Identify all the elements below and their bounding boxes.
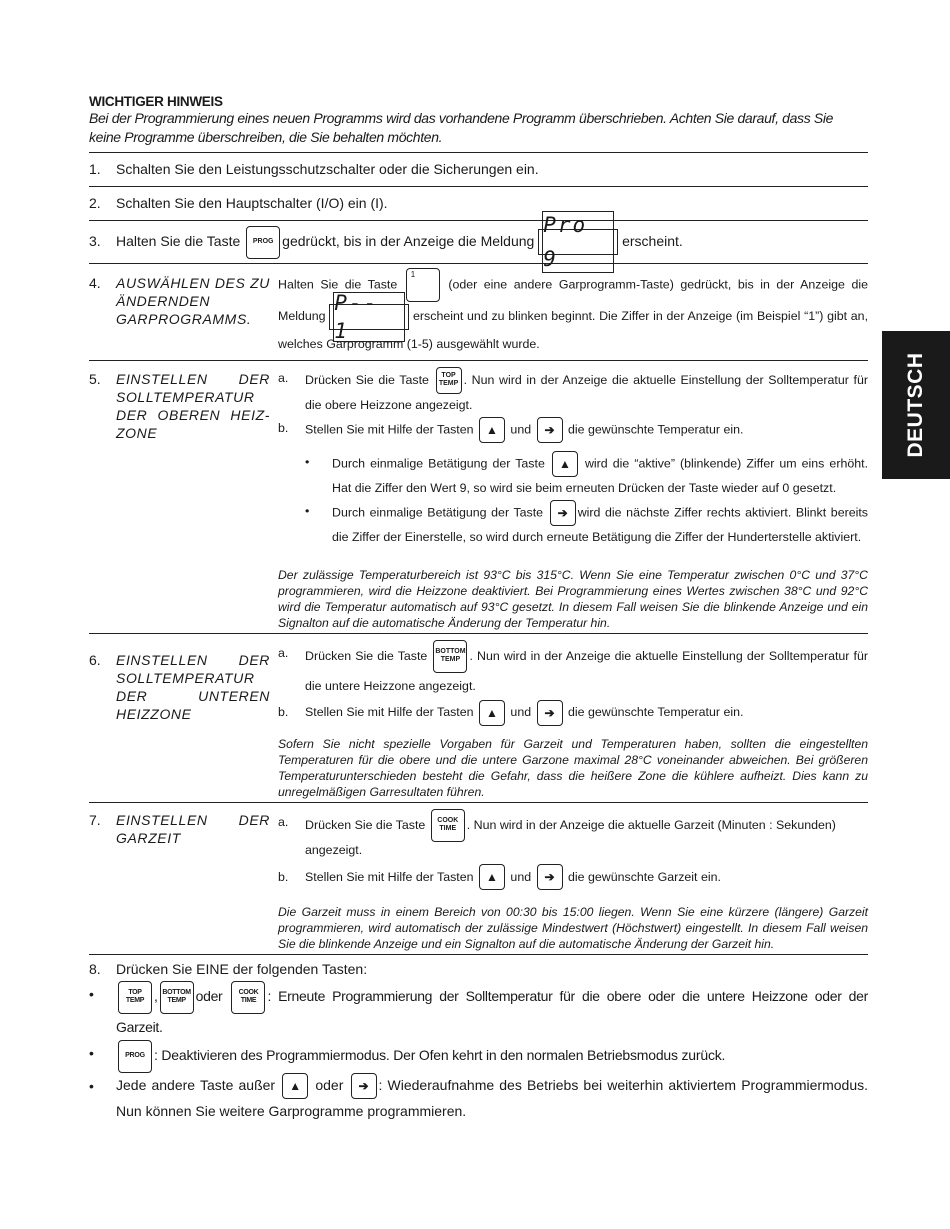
- substep-a: a. Drücken Sie die Taste BOTTOM TEMP . Nun wird in der Anzeige die aktuelle Einstellung der Solltemperatur für die untere Heizzone angezeigt.: [278, 640, 868, 699]
- program-1-key-icon: 1: [406, 268, 440, 302]
- step-text-pre: Halten Sie die Taste: [116, 233, 241, 249]
- substep-a: a. Drücken Sie die Taste TOP TEMP . Nun wird in der Anzeige die aktuelle Einstellung der Solltemperatur für die obere Heizzone angezeigt.: [278, 367, 868, 417]
- step-number: 2.: [89, 195, 101, 211]
- substep-b: b. Stellen Sie mit Hilfe der Tasten ▲ und ➔ die gewünschte Temperatur ein.: [278, 417, 868, 443]
- bullet-right-arrow: • Durch einmalige Betätigung der Taste ➔ wird die nächste Ziffer rechts aktiviert. Blinkt bereits die Ziffer der Einerstelle, so wird durch erneute Betätigung die Ziffer der Hunderterstelle aktiviert.: [305, 500, 868, 549]
- section-note: Der zulässige Temperaturbereich ist 93°C bis 315°C. Wenn Sie eine Temperatur zwischen 0°C und 37°C programmieren, wird die Heizzone deaktiviert. Bei Programmierung eines Wertes zwischen 38°C und 92°C wird die Temperatur automatisch auf 93°C gesetzt. In diesem Fall weisen Sie die blinkende Anzeige und ein Signalton auf die automatische Änderung der Temperatur hin.: [278, 567, 868, 630]
- up-arrow-key-icon: ▲: [479, 417, 505, 443]
- up-arrow-key-icon: ▲: [552, 451, 578, 477]
- language-tab-label: DEUTSCH: [904, 352, 927, 458]
- bullet-up-arrow: • Durch einmalige Betätigung der Taste ▲ wird die “aktive” (blinkende) Ziffer um eins erhöht. Hat die Ziffer den Wert 9, so wird sie beim erneuten Drücken der Taste wieder auf 0 gesetzt.: [305, 451, 868, 500]
- step-8: [89, 955, 868, 981]
- prog-key-icon: PROG: [246, 226, 280, 259]
- step-number: 7.: [89, 811, 101, 828]
- step-2: [89, 187, 868, 220]
- right-arrow-key-icon: ➔: [550, 500, 576, 526]
- section-title: AUSWÄHLEN DES ZU ÄNDERNDEN GARPROGRAMMS.: [116, 274, 270, 327]
- section-note: Die Garzeit muss in einem Bereich von 00:30 bis 15:00 liegen. Wenn Sie eine kürzere (längere) Garzeit programmieren, wird automatisch der zulässige Mindestwert (Höchstwert) eingestellt. In diesem Fall weisen Sie die blinkende Anzeige und ein Signalton auf die automatische Änderung der Garzeit hin.: [278, 904, 868, 951]
- step-text-mid: gedrückt, bis in der Anzeige die Meldung: [282, 233, 535, 249]
- up-arrow-key-icon: ▲: [282, 1073, 308, 1099]
- option-deactivate: • PROG : Deaktivieren des Programmiermodus. Der Ofen kehrt in den normalen Betriebsmodus zurück.: [89, 1040, 868, 1073]
- important-notice: [89, 94, 868, 147]
- step-number: 4.: [89, 274, 101, 291]
- language-tab: [882, 331, 950, 479]
- step-number: 8.: [89, 960, 101, 977]
- instruction-page: [89, 94, 868, 1123]
- right-arrow-key-icon: ➔: [351, 1073, 377, 1099]
- top-temp-key-icon: TOP TEMP: [118, 981, 152, 1014]
- top-temp-key-icon: TOP TEMP: [436, 367, 462, 394]
- step-number: 3.: [89, 233, 101, 249]
- step-5: [89, 361, 868, 633]
- section-body: [278, 640, 868, 802]
- section-body: Halten Sie die Taste 1 (oder eine andere Garprogramm-Taste) gedrückt, bis in der Anzeige die Meldung P-- 1 erscheint und zu blinken beginnt. Die Ziffer in der Anzeige (im Beispiel “1”) gibt an, welches Garprogramm (1-5) ausgewählt wurde.: [278, 269, 869, 351]
- right-arrow-key-icon: ➔: [537, 417, 563, 443]
- lcd-display-prog: Pro 9: [538, 229, 618, 255]
- step-number: 1.: [89, 161, 101, 177]
- section-title: EINSTELLEN DER SOLLTEMPERATUR DER OBEREN HEIZ-ZONE: [116, 370, 270, 441]
- step-3: [89, 213, 868, 272]
- section-note: Sofern Sie nicht spezielle Vorgaben für Garzeit und Temperaturen haben, sollten die eingestellten Temperaturen für die obere und die untere Garzone maximal 28°C voneinander abweichen. Bei größeren Temperaturunterschieden besteht die Gefahr, dass die heißere Zone die kühlere aufheizt. Dies kann zu unregelmäßigen Garresultaten führen.: [278, 736, 868, 799]
- substep-b: b. Stellen Sie mit Hilfe der Tasten ▲ und ➔ die gewünschte Garzeit ein.: [278, 862, 868, 892]
- cook-time-key-icon: COOK TIME: [231, 981, 265, 1014]
- cook-time-key-icon: COOK TIME: [431, 809, 465, 842]
- step-7: [89, 803, 868, 954]
- right-arrow-key-icon: ➔: [537, 700, 563, 726]
- substep-b: b. Stellen Sie mit Hilfe der Tasten ▲ und ➔ die gewünschte Temperatur ein.: [278, 699, 868, 726]
- section-body: [278, 367, 868, 633]
- section-title: EINSTELLEN DER GARZEIT: [116, 811, 270, 846]
- notice-text: Bei der Programmierung eines neuen Programms wird das vorhandene Programm überschrieben. Achten Sie darauf, dass Sie keine Programme überschreiben, die Sie behalten möchten.: [89, 110, 834, 145]
- step-6: [89, 634, 868, 802]
- step-text: Drücken Sie EINE der folgenden Tasten:: [116, 960, 368, 977]
- option-resume: • Jede andere Taste außer ▲ oder ➔ : Wiederaufnahme des Betriebs bei weiterhin aktiviertem Programmiermodus. Nun können Sie weitere Garprogramme programmieren.: [89, 1073, 868, 1123]
- step-number: 5.: [89, 370, 101, 387]
- step-8-options: [89, 981, 868, 1123]
- step-number: 6.: [89, 651, 101, 668]
- right-arrow-key-icon: ➔: [537, 864, 563, 890]
- step-text-post: erscheint.: [622, 233, 683, 249]
- up-arrow-key-icon: ▲: [479, 700, 505, 726]
- step-4: [89, 264, 868, 358]
- step-text: Schalten Sie den Hauptschalter (I/O) ein (I).: [116, 195, 388, 211]
- option-reprogram: • TOP TEMP , BOTTOM TEMP oder COOK TIME : Erneute Programmierung der Solltemperatur für die obere oder die untere Heizzone oder der Garzeit.: [89, 981, 868, 1040]
- bottom-temp-key-icon: BOTTOM TEMP: [433, 640, 467, 673]
- step-1: [89, 153, 868, 186]
- step-text: Schalten Sie den Leistungsschutzschalter oder die Sicherungen ein.: [116, 161, 539, 177]
- lcd-display-program: P-- 1: [329, 304, 409, 330]
- section-body: [278, 809, 868, 954]
- prog-key-icon: PROG: [118, 1040, 152, 1073]
- bottom-temp-key-icon: BOTTOM TEMP: [160, 981, 194, 1014]
- notice-title: WICHTIGER HINWEIS: [89, 94, 223, 109]
- section-title: EINSTELLEN DER SOLLTEMPERATUR DER UNTEREN HEIZZONE: [116, 651, 270, 722]
- substep-a: a. Drücken Sie die Taste COOK TIME . Nun wird in der Anzeige die aktuelle Garzeit (Minuten : Sekunden) angezeigt.: [278, 809, 868, 858]
- up-arrow-key-icon: ▲: [479, 864, 505, 890]
